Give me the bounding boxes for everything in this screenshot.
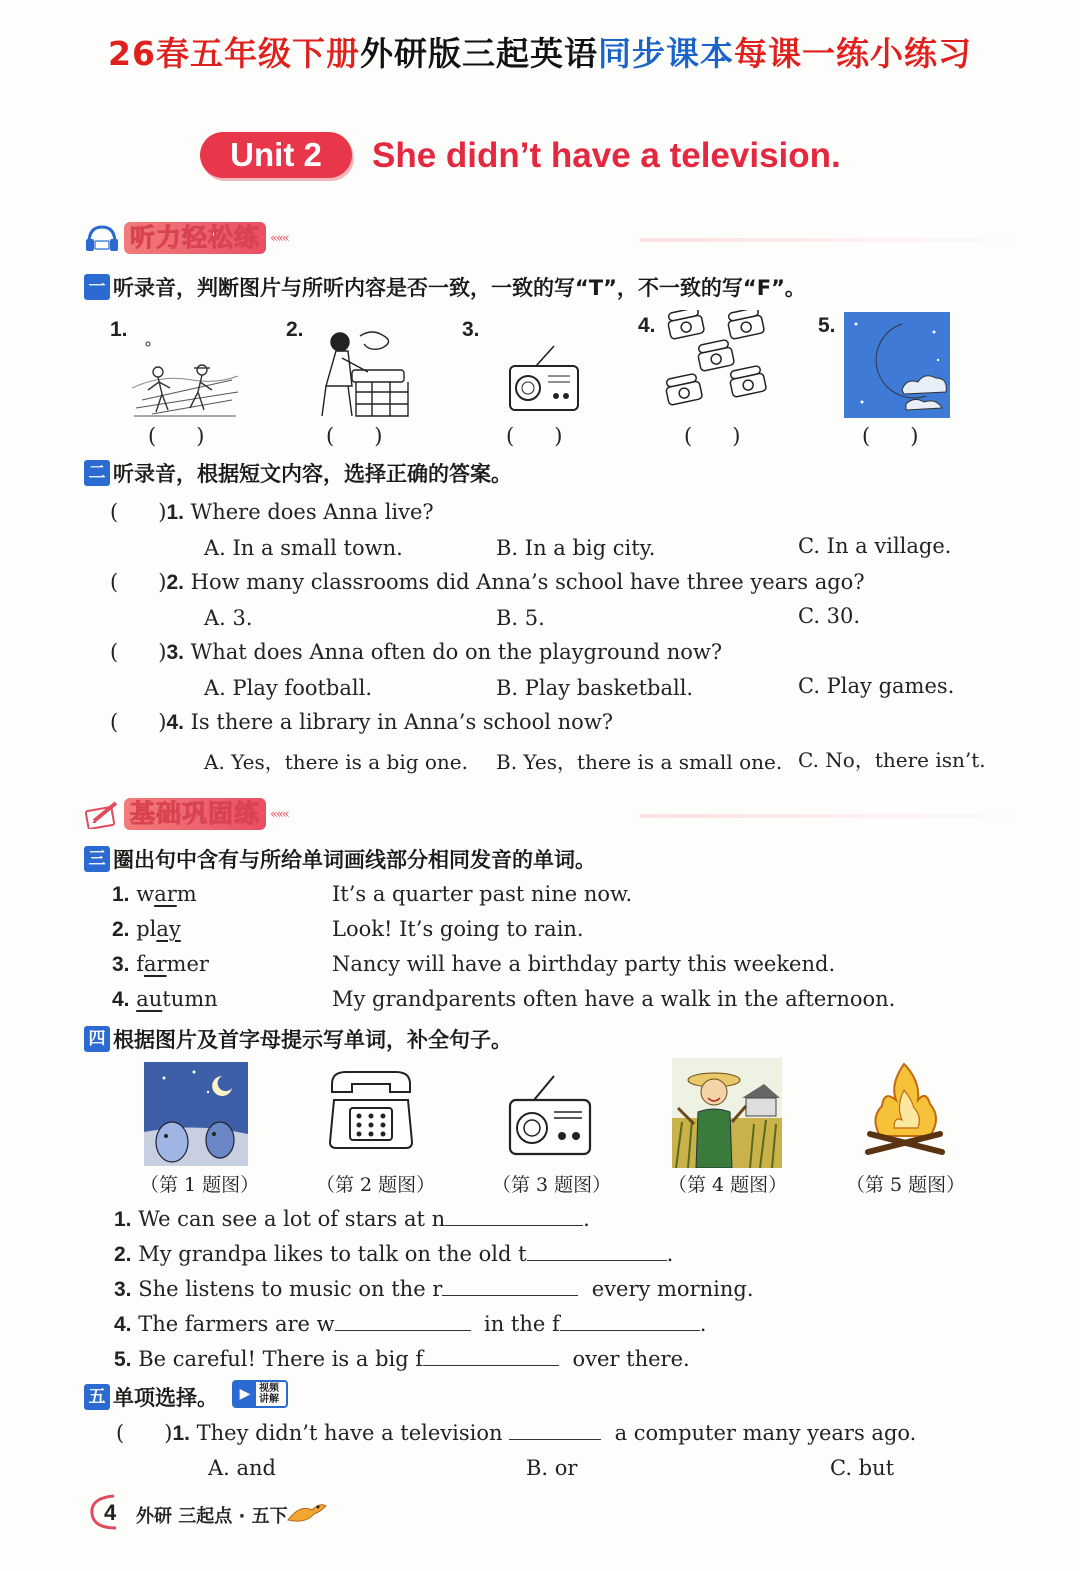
q3-item-number: 3. xyxy=(112,953,130,976)
telephones-image xyxy=(660,310,772,418)
q5-option-c[interactable]: C. but xyxy=(830,1456,895,1480)
q3-word-part: f xyxy=(136,952,144,976)
q4-caption-3: （第 3 题图） xyxy=(492,1174,612,1196)
q2-instruction: 听录音，根据短文内容，选择正确的答案。 xyxy=(113,462,512,486)
banner-sync: 同步课本 xyxy=(597,34,734,73)
q4-text: We can see a lot of stars at n xyxy=(138,1207,446,1231)
arrows-decor: ««« xyxy=(270,230,288,246)
q3-item-number: 4. xyxy=(112,988,130,1011)
q4-text: My grandpa likes to talk on the old t xyxy=(138,1242,527,1266)
q3-word-part: mer xyxy=(166,952,209,976)
q4-caption-2: （第 2 题图） xyxy=(316,1174,436,1196)
night-hedgehogs-image xyxy=(144,1062,248,1166)
section-listening-banner xyxy=(84,220,288,256)
q2-header xyxy=(84,458,512,488)
q4-text: Be careful! There is a big f xyxy=(138,1347,424,1371)
q4-instruction: 根据图片及首字母提示写单词，补全句子。 xyxy=(113,1028,512,1052)
q2-answer-paren[interactable]: ( ) xyxy=(110,570,167,594)
q3-item-number: 2. xyxy=(112,918,130,941)
q3-word-3 xyxy=(112,952,209,977)
q2-question: Where does Anna live? xyxy=(190,500,434,524)
q5-header xyxy=(84,1382,218,1412)
q2-option-a[interactable]: A. 3. xyxy=(204,606,253,630)
q4-item-number: 5. xyxy=(114,1348,132,1371)
q4-item-number: 1. xyxy=(114,1208,132,1231)
q4-text: The farmers are w xyxy=(138,1312,335,1336)
q3-sentence-3[interactable]: Nancy will have a birthday party this weekend. xyxy=(332,952,836,976)
banner-practice: 每课一练小练习 xyxy=(733,34,972,73)
q4-blank-input[interactable] xyxy=(445,1206,583,1226)
q4-blank-input[interactable] xyxy=(335,1311,471,1331)
q2-item-3 xyxy=(110,640,722,665)
person-cooking-image xyxy=(312,326,412,418)
q2-item-1 xyxy=(110,500,434,525)
q2-item-number: 4. xyxy=(166,711,184,734)
q1-fig-3-num: 3. xyxy=(462,318,480,341)
bird-icon xyxy=(284,1494,328,1528)
q3-word-underlined: au xyxy=(136,987,163,1011)
q2-item-4 xyxy=(110,710,613,735)
q2-question: Is there a library in Anna’s school now? xyxy=(190,710,614,734)
q4-text: . xyxy=(583,1207,590,1231)
video-explain-button[interactable] xyxy=(232,1380,288,1408)
q3-word-1 xyxy=(112,882,197,907)
q4-item-number: 3. xyxy=(114,1278,132,1301)
q2-option-c[interactable]: C. In a village. xyxy=(798,534,952,558)
q4-item-number: 4. xyxy=(114,1313,132,1336)
q1-answer-paren-4[interactable]: ( ) xyxy=(684,424,741,448)
section-basics-title: 基础巩固练 xyxy=(124,798,266,830)
q3-header xyxy=(84,844,596,874)
banner-edition: 外研版三起英语 xyxy=(359,34,598,73)
q2-option-a[interactable]: A. In a small town. xyxy=(204,536,403,560)
q4-blank-input[interactable] xyxy=(560,1311,700,1331)
q2-option-c[interactable]: C. 30. xyxy=(798,604,861,628)
q3-instruction: 圈出句中含有与所给单词画线部分相同发音的单词。 xyxy=(113,848,596,872)
q5-item-number: 1. xyxy=(172,1422,190,1445)
q3-word-2 xyxy=(112,917,181,942)
q1-header xyxy=(84,272,806,302)
q1-answer-paren-1[interactable]: ( ) xyxy=(148,424,205,448)
unit-title: She didn’t have a television. xyxy=(372,136,841,175)
q5-option-b[interactable]: B. or xyxy=(526,1456,578,1480)
footer-text: 外研 三起点 · 五下 xyxy=(136,1506,288,1527)
telephone-image xyxy=(328,1070,414,1150)
q4-blank-input[interactable] xyxy=(527,1241,667,1261)
radio-image xyxy=(506,344,582,414)
q3-word-part: tumn xyxy=(162,987,218,1011)
q4-text: over there. xyxy=(572,1347,690,1371)
q2-item-number: 3. xyxy=(166,641,184,664)
radio-image xyxy=(506,1074,594,1158)
pencil-book-icon xyxy=(84,799,120,829)
arrows-decor: ««« xyxy=(270,806,288,822)
q4-item-number: 2. xyxy=(114,1243,132,1266)
q4-text: She listens to music on the r xyxy=(138,1277,443,1301)
q4-text: in the f xyxy=(484,1312,560,1336)
q4-blank-input[interactable] xyxy=(442,1276,578,1296)
q2-option-b[interactable]: B. Play basketball. xyxy=(496,676,694,700)
q4-item-2 xyxy=(114,1241,673,1267)
q3-item-number: 1. xyxy=(112,883,130,906)
section-rule xyxy=(640,238,1020,242)
q5-answer-paren[interactable]: ( ) xyxy=(116,1421,173,1445)
q1-fig-4-num: 4. xyxy=(638,314,656,337)
farmers-working-image xyxy=(132,330,240,418)
q5-blank-input[interactable] xyxy=(509,1420,601,1440)
q2-option-b[interactable]: B. In a big city. xyxy=(496,536,656,560)
q4-blank-input[interactable] xyxy=(423,1346,559,1366)
q2-option-b[interactable]: B. 5. xyxy=(496,606,545,630)
q3-number: 三 xyxy=(84,846,110,872)
video-explain-label: 视频讲解 xyxy=(259,1383,279,1405)
play-icon: ▶ xyxy=(234,1382,256,1406)
q5-instruction: 单项选择。 xyxy=(113,1386,218,1410)
q2-option-b[interactable]: B. Yes，there is a small one. xyxy=(496,750,783,774)
unit-label: Unit 2 xyxy=(200,132,352,178)
q1-answer-paren-2[interactable]: ( ) xyxy=(326,424,383,448)
q3-word-part: m xyxy=(176,882,197,906)
q3-word-part: pl xyxy=(136,917,157,941)
q2-item-number: 2. xyxy=(166,571,184,594)
q2-option-a[interactable]: A. Yes，there is a big one. xyxy=(204,750,469,774)
q1-answer-paren-5[interactable]: ( ) xyxy=(862,424,919,448)
q5-item-1 xyxy=(116,1420,916,1446)
section-basics-banner xyxy=(84,796,288,832)
q3-word-underlined: ar xyxy=(143,952,167,976)
q2-item-number: 1. xyxy=(166,501,184,524)
q3-word-4 xyxy=(112,987,218,1012)
page-number: 4 xyxy=(104,1500,117,1525)
q2-item-2 xyxy=(110,570,865,595)
q5-option-a[interactable]: A. and xyxy=(208,1456,277,1480)
q4-number: 四 xyxy=(84,1026,110,1052)
page-banner xyxy=(0,28,1080,75)
q3-sentence-4[interactable]: My grandparents often have a walk in the afternoon. xyxy=(332,987,896,1011)
q3-word-part: w xyxy=(136,882,155,906)
q1-fig-1-num: 1. xyxy=(110,318,128,341)
q5-number: 五 xyxy=(84,1384,110,1410)
q2-option-a[interactable]: A. Play football. xyxy=(204,676,372,700)
q2-option-c[interactable]: C. No，there isn’t. xyxy=(798,748,986,772)
farmer-field-image xyxy=(672,1058,782,1168)
q5-text: a computer many years ago. xyxy=(614,1421,917,1445)
q1-answer-paren-3[interactable]: ( ) xyxy=(506,424,563,448)
q1-fig-5-num: 5. xyxy=(818,314,836,337)
q5-text: They didn’t have a television xyxy=(196,1421,503,1445)
q3-word-underlined: ay xyxy=(156,917,181,941)
q2-answer-paren[interactable]: ( ) xyxy=(110,640,167,664)
q1-instruction: 听录音，判断图片与所听内容是否一致，一致的写“T”，不一致的写“F”。 xyxy=(113,276,806,300)
q4-text: . xyxy=(699,1312,707,1336)
banner-grade: 26春五年级下册 xyxy=(108,34,360,73)
q4-text: every morning. xyxy=(591,1277,754,1301)
q4-item-4 xyxy=(114,1311,706,1337)
q2-number: 二 xyxy=(84,460,110,486)
q3-sentence-2[interactable]: Look! It’s going to rain. xyxy=(332,917,584,941)
q4-caption-1: （第 1 题图） xyxy=(140,1174,260,1196)
headphones-icon xyxy=(84,223,120,253)
q2-answer-paren[interactable]: ( ) xyxy=(110,500,167,524)
q1-fig-2-num: 2. xyxy=(286,318,304,341)
section-rule xyxy=(640,814,1020,818)
q4-item-3 xyxy=(114,1276,754,1302)
q3-word-underlined: ar xyxy=(154,882,177,906)
q2-question: What does Anna often do on the playground now? xyxy=(190,640,723,664)
q4-text: . xyxy=(666,1242,674,1266)
section-listening-title: 听力轻松练 xyxy=(124,222,266,254)
q4-item-5 xyxy=(114,1346,690,1372)
q4-item-1 xyxy=(114,1206,590,1232)
q2-option-c[interactable]: C. Play games. xyxy=(798,674,955,698)
q2-question: How many classrooms did Anna’s school have three years ago? xyxy=(190,570,865,594)
moon-night-image xyxy=(844,312,950,418)
q4-header xyxy=(84,1024,512,1054)
campfire-image xyxy=(860,1060,950,1160)
q2-answer-paren[interactable]: ( ) xyxy=(110,710,167,734)
q4-caption-4: （第 4 题图） xyxy=(668,1174,788,1196)
q3-sentence-1[interactable]: It’s a quarter past nine now. xyxy=(332,882,633,906)
q4-caption-5: （第 5 题图） xyxy=(846,1174,966,1196)
q1-number: 一 xyxy=(84,274,110,300)
